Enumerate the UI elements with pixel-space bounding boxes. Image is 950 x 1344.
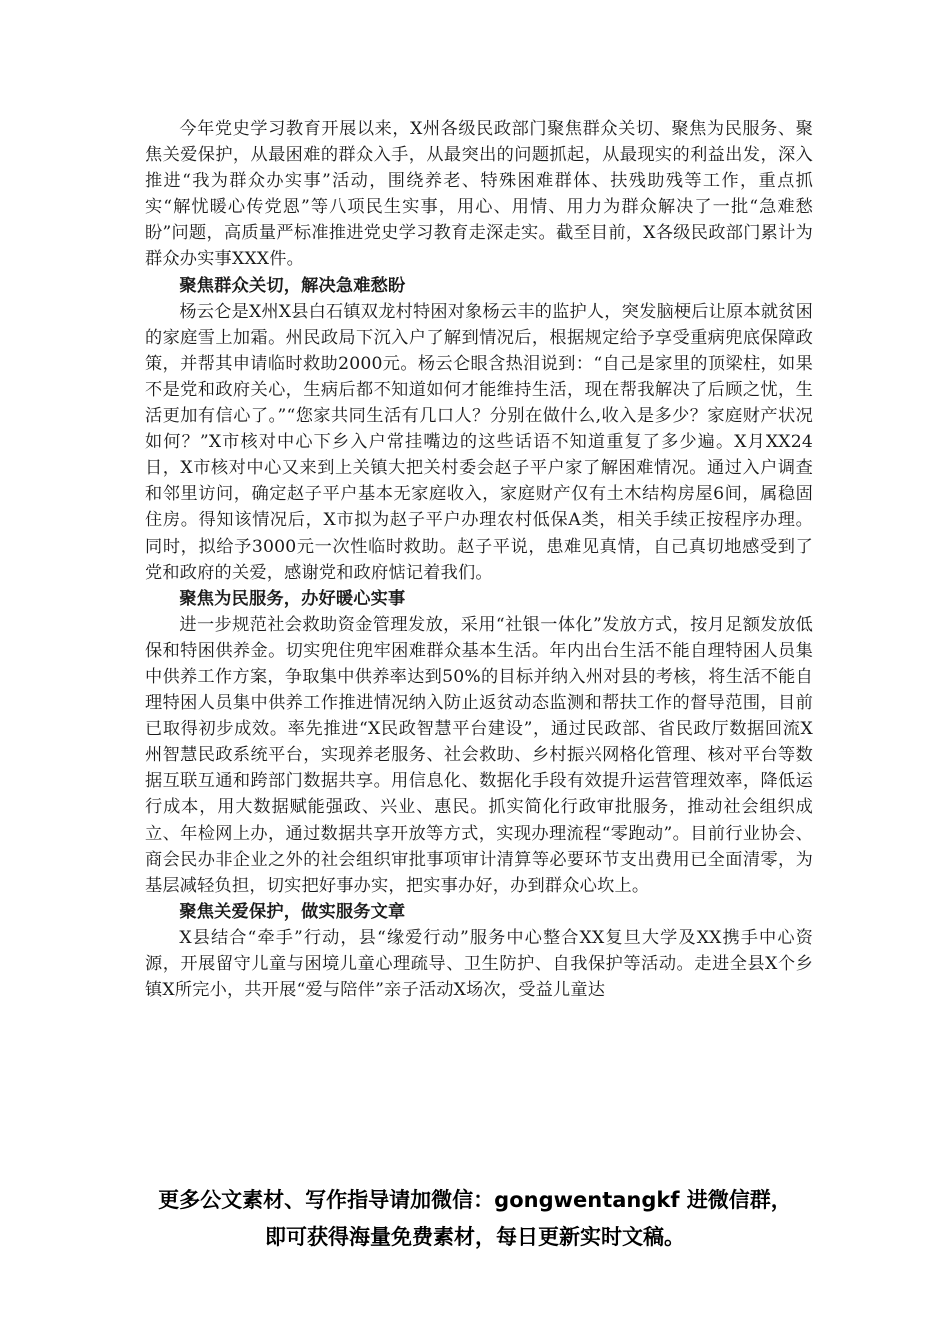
intro-paragraph: 今年党史学习教育开展以来，X州各级民政部门聚焦群众关切、聚焦为民服务、聚焦关爱保护，从最困难的群众入手，从最突出的问题抓起，从最现实的利益出发，深入推进“我为群众办实事”活动，围绕养老、特殊困难群体、扶残助残等工作，重点抓实“解忧暖心传党恩”等八项民生实事，用心、用情、用力为群众解决了一批“急难愁盼”问题，高质量严标准推进党史学习教育走深走实。截至目前，X各级民政部门累计为群众办实事XXX件。 <box>145 119 813 270</box>
section-heading-concerns: 聚焦群众关切，解决急难愁盼 <box>179 275 406 296</box>
promo-line-2: 即可获得海量免费素材，每日更新实时文稿。 <box>265 1225 685 1249</box>
promo-line-1: 更多公文素材、写作指导请加微信：gongwentangkf 进微信群， <box>158 1188 792 1212</box>
section-paragraph-concerns: 杨云仑是X州X县白石镇双龙村特困对象杨云丰的监护人，突发脑梗后让原本就贫困的家庭雪上加霜。州民政局下沉入户了解到情况后，根据规定给予享受重病兜底保障政策，并帮其申请临时救助2000元。杨云仑眼含热泪说到：“自己是家里的顶梁柱，如果不是党和政府关心，生病后都不知道如何才能维持生活，现在帮我解决了后顾之忧，生活更加有信心了。”“您家共同生活有几口人？分别在做什么,收入是多少？家庭财产状况如何？”X市核对中心下乡入户常挂嘴边的这些话语不知道重复了多少遍。X月XX24日，X市核对中心又来到上关镇大把关村委会赵子平户家了解困难情况。通过入户调查和邻里访问，确定赵子平户基本无家庭收入，家庭财产仅有土木结构房屋6间，属稳固住房。得知该情况后，X市拟为赵子平户办理农村低保A类，相关手续正按程序办理。同时，拟给予3000元一次性临时救助。赵子平说，患难见真情，自己真切地感受到了党和政府的关爱，感谢党和政府惦记着我们。 <box>145 301 813 583</box>
section-heading-care: 聚焦关爱保护，做实服务文章 <box>179 901 406 922</box>
promo-footer <box>60 1182 890 1256</box>
section-heading-service: 聚焦为民服务，办好暖心实事 <box>179 588 406 609</box>
document-body <box>145 116 813 1003</box>
section-paragraph-service: 进一步规范社会救助资金管理发放，采用“社银一体化”发放方式，按月足额发放低保和特困供养金。切实兜住兜牢困难群众基本生活。年内出台生活不能自理特困人员集中供养工作方案，争取集中供养率达到50%的目标并纳入州对县的考核，将生活不能自理特困人员集中供养工作推进情况纳入防止返贫动态监测和帮扶工作的督导范围，目前已取得初步成效。率先推进“X民政智慧平台建设”，通过民政部、省民政厅数据回流X州智慧民政系统平台，实现养老服务、社会救助、乡村振兴网格化管理、核对平台等数据互联互通和跨部门数据共享。用信息化、数据化手段有效提升运营管理效率，降低运行成本，用大数据赋能强政、兴业、惠民。抓实简化行政审批服务，推动社会组织成立、年检网上办，通过数据共享开放等方式，实现办理流程“零跑动”。目前行业协会、商会民办非企业之外的社会组织审批事项审计清算等必要环节支出费用已全面清零，为基层减轻负担，切实把好事办实，把实事办好，办到群众心坎上。 <box>145 614 813 896</box>
section-paragraph-care: X县结合“牵手”行动，县“缘爱行动”服务中心整合XX复旦大学及XX携手中心资源，开展留守儿童与困境儿童心理疏导、卫生防护、自我保护等活动。走进全县X个乡镇X所完小，共开展“爱与陪伴”亲子活动X场次，受益儿童达 <box>145 927 813 1001</box>
